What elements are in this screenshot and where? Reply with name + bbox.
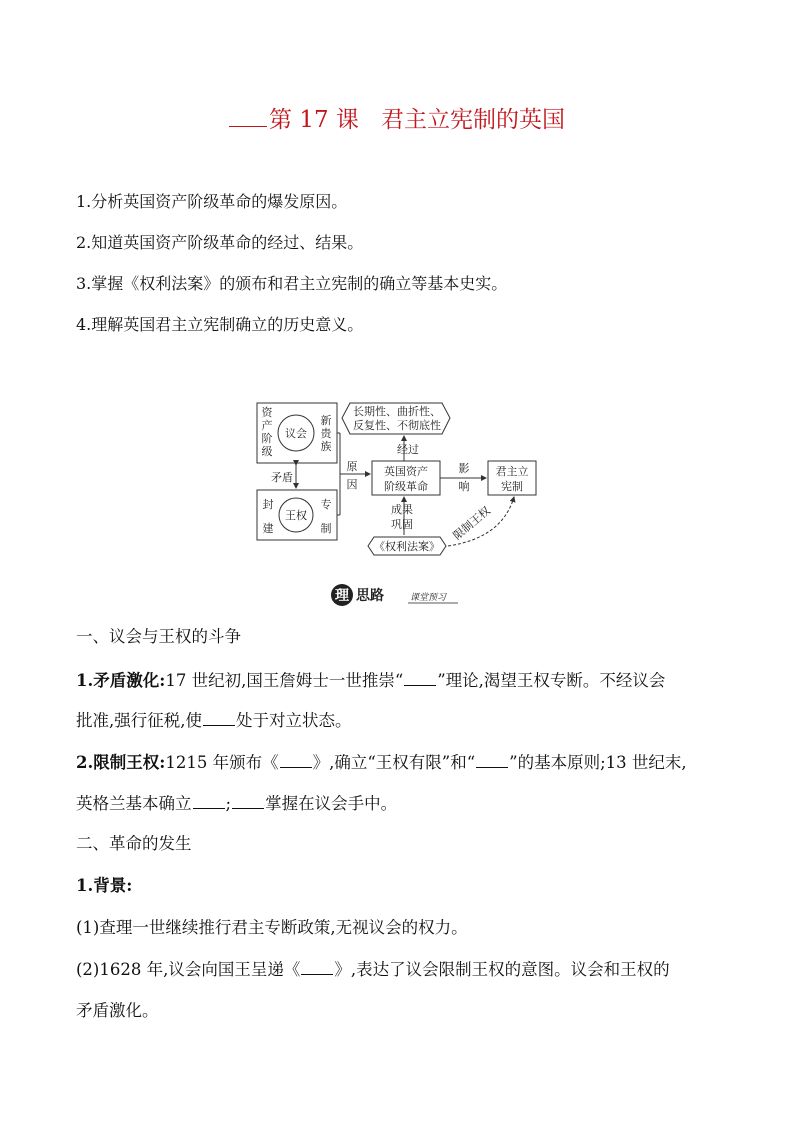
- cause-char: 原: [346, 460, 358, 473]
- br-char: 制: [320, 522, 332, 535]
- tl-char: 产: [261, 419, 273, 432]
- tl-char: 级: [261, 445, 273, 458]
- result-label-1: 成果: [391, 503, 413, 516]
- section2-heading: 二、革命的发生: [76, 834, 192, 853]
- section2-bg-label: [76, 875, 132, 897]
- limit-label: 限制王权: [450, 504, 493, 543]
- p2-text: 掌握在议会手中。: [265, 794, 398, 813]
- bg2-text: (2)1628 年,议会向国王呈递《: [76, 960, 301, 979]
- bl-char: 建: [262, 522, 274, 535]
- monarchy-label: 王权: [285, 509, 307, 522]
- p1-text: 17 世纪初,国王詹姆士一世推崇“: [165, 671, 404, 690]
- answer-blank[interactable]: [301, 958, 333, 975]
- parliament-label: 议会: [285, 427, 307, 440]
- impact-char: 影: [458, 462, 470, 475]
- p1-text: ”理论,渴望王权专断。不经议会: [437, 671, 666, 690]
- answer-blank[interactable]: [476, 751, 508, 768]
- badge-text: 思路: [356, 588, 384, 604]
- p2-text: 1215 年颁布《: [165, 753, 279, 772]
- section1-p1-line2: [76, 709, 352, 732]
- p2-label: 2.限制王权:: [76, 753, 166, 772]
- tl-char: 资: [261, 406, 273, 419]
- bl-char: 封: [262, 498, 274, 511]
- process-label: 经过: [397, 443, 419, 456]
- section2-bg2-line1: [76, 958, 670, 981]
- p1-text: 处于对立状态。: [236, 711, 352, 730]
- section1-p1-line1: [76, 669, 665, 692]
- badge-subtext: 课堂预习: [410, 593, 447, 603]
- lesson-title: 君主立宪制的英国: [380, 107, 565, 133]
- impact-char: 响: [458, 480, 470, 493]
- constitutional-line-2: 宪制: [501, 480, 523, 493]
- tr-char: 新: [320, 414, 332, 427]
- page-title: [0, 101, 794, 134]
- title-blank: [229, 106, 267, 127]
- p2-text: 》,确立“王权有限”和“: [312, 753, 476, 772]
- revolution-line-1: 英国资产: [384, 465, 428, 478]
- objective-4: 4.理解英国君主立宪制确立的历史意义。: [76, 315, 364, 334]
- cause-char: 因: [346, 478, 358, 491]
- lesson-number: 第 17 课: [269, 107, 359, 133]
- objective-3: 3.掌握《权利法案》的颁布和君主立宪制的确立等基本史实。: [76, 274, 508, 293]
- revolution-line-2: 阶级革命: [384, 480, 428, 493]
- badge-char: 理: [335, 588, 349, 604]
- p1-label: 1.矛盾激化:: [76, 671, 166, 690]
- answer-blank[interactable]: [404, 669, 436, 686]
- constitutional-line-1: 君主立: [495, 465, 529, 478]
- p2-text: ”的基本原则;13 世纪末,: [509, 753, 687, 772]
- features-line-2: 反复性、不彻底性: [353, 419, 441, 432]
- section2-bg2-line2: 矛盾激化。: [76, 1001, 159, 1020]
- tr-char: 贵: [320, 427, 332, 440]
- thinking-badge: [330, 580, 470, 610]
- p2-text: 英格兰基本确立: [76, 794, 192, 813]
- section1-heading: 一、议会与王权的斗争: [76, 627, 241, 646]
- answer-blank[interactable]: [280, 751, 312, 768]
- bill-label: 《权利法案》: [374, 540, 440, 553]
- bg2-text: 》,表达了议会限制王权的意图。议会和王权的: [334, 960, 670, 979]
- answer-blank[interactable]: [193, 792, 225, 809]
- section2-bg1: (1)查理一世继续推行君主专断政策,无视议会的权力。: [76, 918, 468, 937]
- objective-2: 2.知道英国资产阶级革命的经过、结果。: [76, 233, 364, 252]
- br-char: 专: [320, 498, 332, 511]
- tl-char: 阶: [261, 432, 273, 445]
- conflict-label: 矛盾: [271, 471, 293, 484]
- tr-char: 族: [320, 440, 332, 453]
- section1-p2-line2: [76, 792, 397, 815]
- answer-blank[interactable]: [232, 792, 264, 809]
- p2-text: ;: [225, 794, 232, 813]
- bg-label: 1.背景:: [76, 876, 133, 895]
- features-line-1: 长期性、曲折性、: [353, 405, 441, 418]
- objective-1: 1.分析英国资产阶级革命的爆发原因。: [76, 192, 348, 211]
- answer-blank[interactable]: [203, 709, 235, 726]
- result-label-2: 巩固: [391, 518, 413, 531]
- concept-diagram: [252, 398, 552, 558]
- p1-text: 批准,强行征税,使: [76, 711, 202, 730]
- section1-p2-line1: [76, 751, 687, 774]
